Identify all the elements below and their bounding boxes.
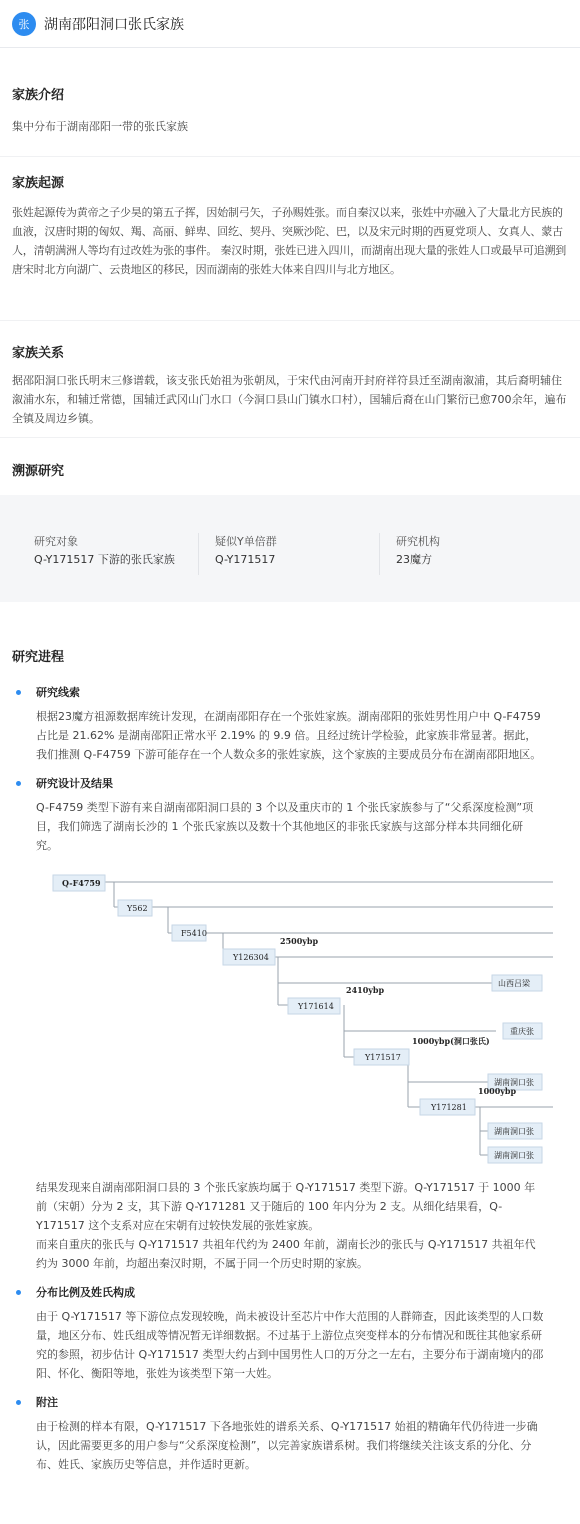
trace-info-box <box>0 495 580 602</box>
trace-label: 研究对象 <box>34 535 78 548</box>
family-avatar: 张 <box>12 12 36 36</box>
tree-age-label: 2410ybp <box>346 985 385 995</box>
tree-leaf-label: 重庆张 <box>510 1027 534 1036</box>
tree-leaf-label: 山西吕梁 <box>498 979 530 988</box>
item-body: 根据23魔方祖源数据库统计发现，在湖南邵阳存在一个张姓家族。湖南邵阳的张姓男性用户中 Q-F4759 占比是 21.62% 是湖南邵阳正常水平 2.19% 的 9.9 倍。且经过统计学检验，此家族非常显著。据此，我们推测 Q-F4759 下游可能存在一个人数众多的张姓家族，这个家族的主要成员分布在湖南邵阳地区。 <box>36 710 542 761</box>
item-title: 附注 <box>36 1396 58 1409</box>
tree-leaf-label: 湖南洞口张 <box>494 1127 534 1136</box>
item-result-1: 结果发现来自湖南邵阳洞口县的 3 个张氏家族均属于 Q-Y171517 类型下游。Q-Y171517 于 1000 年前（宋朝）分为 2 支，其下游 Q-Y171281 又于随后的 100 年内分为 2 支。从细化结果看，Q-Y171517 这个支系对应在宋朝有过较快发展的张姓家族。 <box>36 1181 536 1232</box>
bullet-dot-icon <box>16 1400 21 1405</box>
item-body: 由于 Q-Y171517 等下游位点发现较晚，尚未被设计至芯片中作大范围的人群筛查，因此该类型的人口数量，地区分布、姓氏组成等情况暂无详细数据。不过基于上游位点突变样本的分布情况和既往其他家系研究的参照，初步估计 Q-Y171517 类型大约占到中国男性人口的万分之一左右，主要分布于湖南境内的邵阳、怀化、衡阳等地，张姓为该类型下第一大姓。 <box>36 1310 544 1380</box>
divider <box>379 533 380 575</box>
relation-title: 家族关系 <box>12 346 65 361</box>
trace-cell-subject <box>34 533 214 602</box>
page-title: 湖南邵阳洞口张氏家族 <box>44 16 184 33</box>
origin-title: 家族起源 <box>12 176 65 191</box>
tree-node-label: Y126304 <box>233 953 269 962</box>
section-intro <box>0 48 580 157</box>
bullet-dot-icon <box>16 690 21 695</box>
trace-label: 研究机构 <box>396 535 440 548</box>
trace-cell-institution <box>396 533 576 602</box>
trace-value: Q-Y171517 <box>215 553 276 566</box>
trace-value: 23魔方 <box>396 553 432 566</box>
page-header <box>0 0 580 48</box>
progress-item-note <box>12 1395 568 1474</box>
progress-item-clue <box>12 685 568 764</box>
haplogroup-tree-svg <box>48 865 558 1165</box>
item-body: 由于检测的样本有限，Q-Y171517 下各地张姓的谱系关系、Q-Y171517 始祖的精确年代仍待进一步确认，因此需要更多的用户参与“父系深度检测”，以完善家族谱系树。我们将继续关注该支系的分化、分布、姓氏、家族历史等信息，并作适时更新。 <box>36 1420 538 1471</box>
tree-node-label: Y171517 <box>365 1053 401 1062</box>
divider <box>198 533 199 575</box>
tree-age-label: 1000ybp <box>478 1086 517 1096</box>
tree-leaf-label: 湖南洞口张 <box>494 1151 534 1160</box>
haplogroup-tree <box>48 865 568 1168</box>
section-origin <box>0 157 580 321</box>
tree-node-label: Y562 <box>127 904 148 913</box>
intro-text: 集中分布于湖南邵阳一带的张氏家族 <box>12 120 188 133</box>
trace-cell-haplogroup <box>215 533 395 602</box>
tree-age-label: 1000ybp(洞口张氏) <box>412 1036 490 1046</box>
item-title: 研究设计及结果 <box>36 777 113 790</box>
bullet-dot-icon <box>16 781 21 786</box>
relation-text: 据邵阳洞口张氏明末三修谱载，该支张氏始祖为张朝凤，于宋代由河南开封府祥符县迁至湖南溆浦，其后裔明辅住溆浦水东，和辅迁常德，国辅迁武冈山门水口（今洞口县山门镇水口村），国辅后裔在山门繁衍已愈700余年，遍布全镇及周边乡镇。 <box>12 374 567 425</box>
progress-title: 研究进程 <box>12 650 65 665</box>
trace-label: 疑似Y单倍群 <box>215 535 277 548</box>
progress-item-distribution <box>12 1285 568 1383</box>
trace-title: 溯源研究 <box>12 464 65 479</box>
tree-node-label: Q-F4759 <box>62 878 101 888</box>
item-title: 研究线索 <box>36 686 80 699</box>
intro-title: 家族介绍 <box>12 88 65 103</box>
item-result-2: 而来自重庆的张氏与 Q-Y171517 共祖年代约为 2400 年前，湖南长沙的张氏与 Q-Y171517 共祖年代约为 3000 年前，均超出秦汉时期，不属于同一个历史时期的家族。 <box>36 1238 536 1270</box>
progress-item-design <box>12 776 568 1273</box>
trace-value: Q-Y171517 下游的张氏家族 <box>34 553 175 566</box>
item-body: Q-F4759 类型下游有来自湖南邵阳洞口县的 3 个以及重庆市的 1 个张氏家族参与了“父系深度检测”项目，我们筛选了湖南长沙的 1 个张氏家族以及数十个其他地区的非张氏家族与这部分样本共同细化研究。 <box>36 801 534 852</box>
origin-text: 张姓起源传为黄帝之子少昊的第五子挥，因始制弓矢，子孙赐姓张。而自秦汉以来，张姓中亦融入了大量北方民族的血液，汉唐时期的匈奴、羯、高丽、鲜卑、回纥、契丹、突厥沙陀、巴，以及宋元时期的西夏党项人、女真人、蒙古人，清朝满洲人等均有过改姓为张的事件。 秦汉时期，张姓已进入四川，而湖南出现大量的张姓人口或最早可追溯到唐宋时北方向湖广、云贵地区的移民，因而湖南的张姓大体来自四川与北方地区。 <box>12 206 567 276</box>
section-trace <box>0 438 580 602</box>
bullet-dot-icon <box>16 1290 21 1295</box>
tree-node-label: Y171614 <box>298 1002 334 1011</box>
tree-node-label: Y171281 <box>431 1103 467 1112</box>
tree-age-label: 2500ybp <box>280 936 319 946</box>
tree-leaf-label: 湖南洞口张 <box>494 1078 534 1087</box>
section-progress <box>0 602 580 1474</box>
item-title: 分布比例及姓氏构成 <box>36 1286 135 1299</box>
section-relation <box>0 321 580 438</box>
tree-node-label: F5410 <box>181 929 207 938</box>
